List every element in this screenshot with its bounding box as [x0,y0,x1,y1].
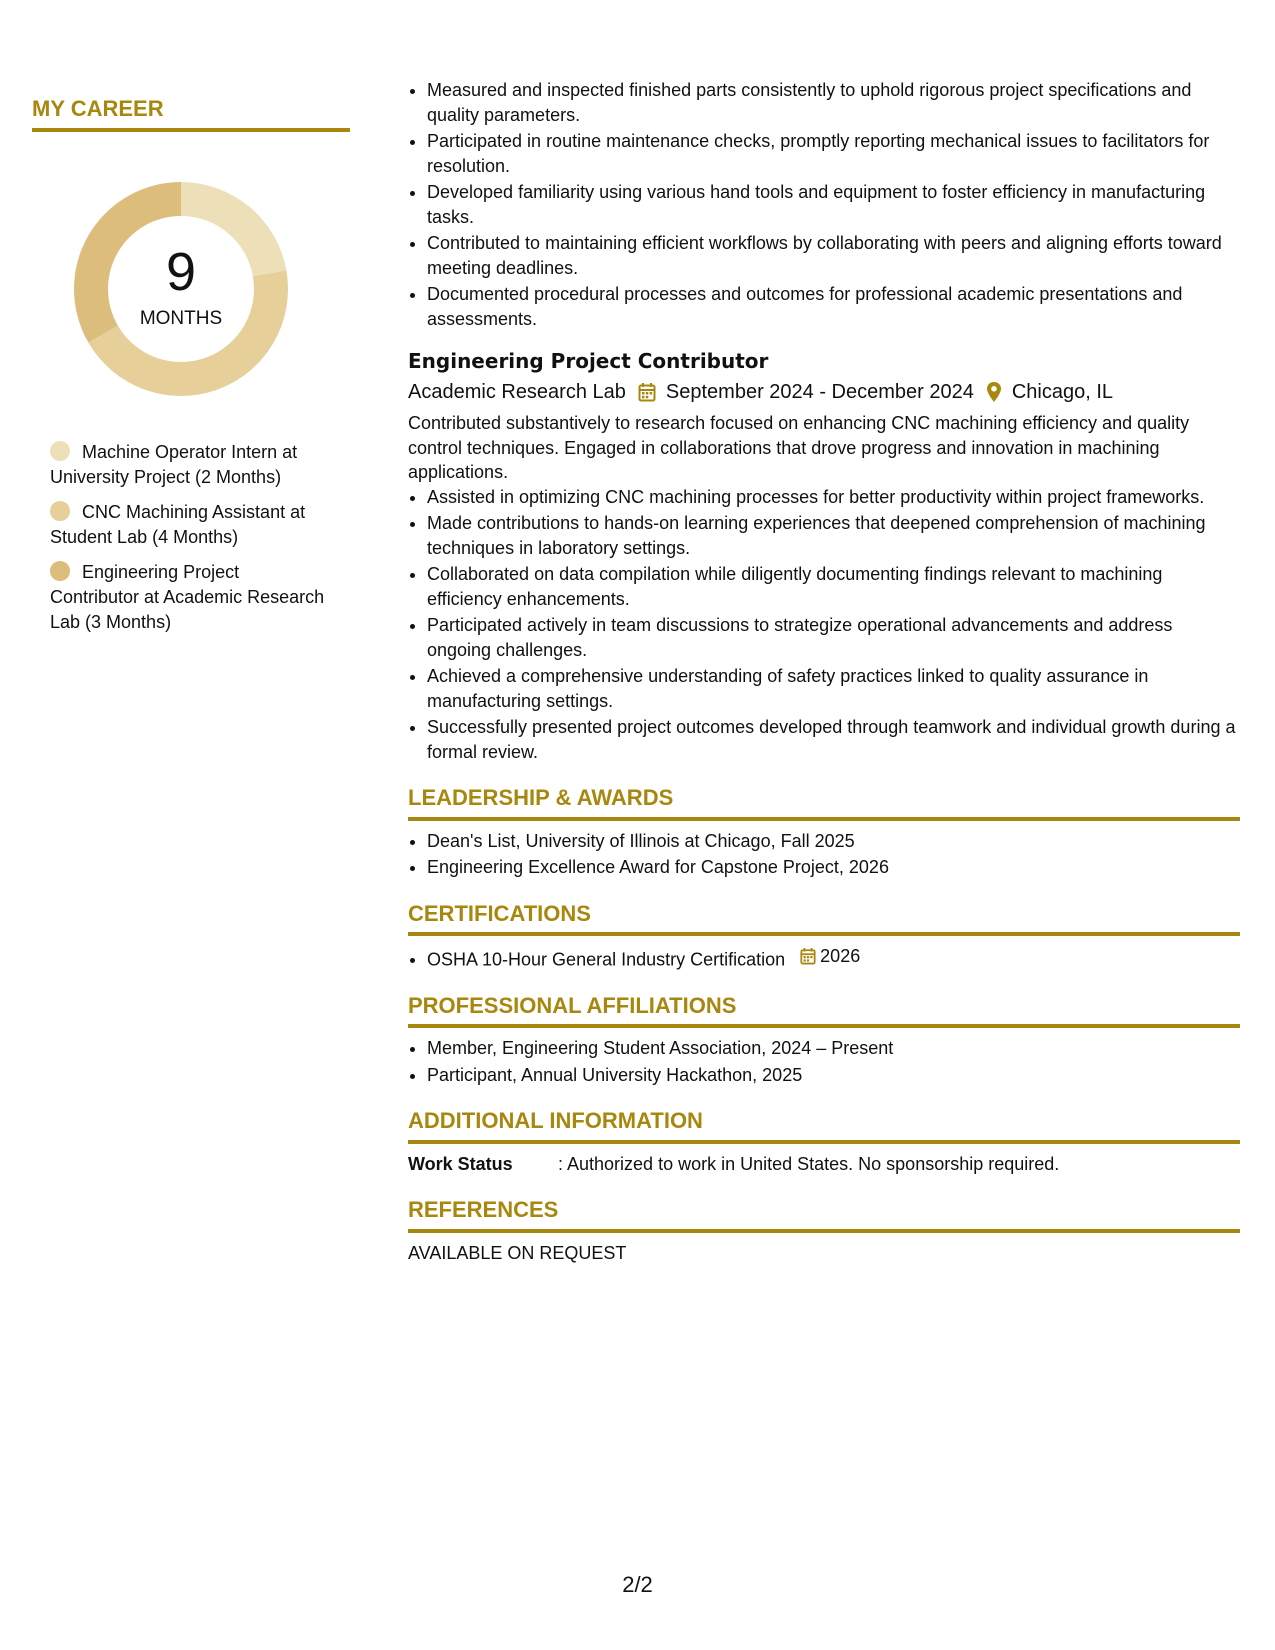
affiliations-title: PROFESSIONAL AFFILIATIONS [408,994,1240,1029]
work-status-value: : Authorized to work in United States. No sponsorship required. [558,1153,1060,1174]
legend-dot [50,441,70,461]
previous-job-bullets [408,78,1240,331]
bullet-item: • Achieved a comprehensive understanding of safety practices linked to quality assurance in manufacturing settings. [427,664,1240,713]
legend-dot [50,561,70,581]
bullet-item: • Assisted in optimizing CNC machining processes for better productivity within project frameworks. [427,485,1240,510]
certification-date: 2026 [820,946,861,966]
career-legend [32,440,352,635]
certification-name: OSHA 10-Hour General Industry Certification [427,949,786,970]
career-sidebar [32,96,352,645]
certifications-title: CERTIFICATIONS [408,902,1240,937]
certifications-section [408,902,1240,972]
bullet-item: • Made contributions to hands-on learning experiences that deepened comprehension of machining techniques in laboratory settings. [427,511,1240,560]
bullet-item: • Developed familiarity using various hand tools and equipment to foster efficiency in manufacturing tasks. [427,180,1240,229]
legend-item [50,500,330,550]
page-number: 2/2 [622,1572,653,1597]
references-text: AVAILABLE ON REQUEST [408,1242,627,1263]
job-location: Chicago, IL [1011,381,1114,403]
calendar-icon [638,382,656,402]
bullet-item: • Participated in routine maintenance checks, promptly reporting mechanical issues to facilitators for resolution. [427,129,1240,178]
bullet-item: • Collaborated on data compilation while diligently documenting findings relevant to machining efficiency enhancements. [427,562,1240,611]
total-months-number: 9 [165,242,197,302]
career-section-title: MY CAREER [32,96,350,132]
certification-item [427,944,1240,972]
job-meta [408,377,1240,407]
legend-item [50,440,330,490]
calendar-icon [800,947,816,965]
work-status-label: Work Status [408,1153,513,1174]
award-item: • Dean's List, University of Illinois at Chicago, Fall 2025 [427,829,1240,854]
main-column [408,78,1240,1265]
references-title: REFERENCES [408,1198,1240,1233]
job-title: Engineering Project Contributor [408,349,769,373]
award-item: • Engineering Excellence Award for Capstone Project, 2026 [427,855,1240,880]
legend-label: Machine Operator Intern at University Project (2 Months) [50,442,298,487]
bullet-item: • Participated actively in team discussions to strategize operational advancements and address ongoing challenges. [427,613,1240,662]
bullet-item: • Measured and inspected finished parts consistently to uphold rigorous project specifications and quality parameters. [427,78,1240,127]
legend-label: CNC Machining Assistant at Student Lab (4 Months) [50,502,306,547]
total-months-unit: MONTHS [139,308,223,329]
additional-info-section [408,1109,1240,1176]
affiliation-item: • Participant, Annual University Hackathon, 2025 [427,1063,1240,1088]
references-section [408,1198,1240,1265]
affiliations-section [408,994,1240,1088]
job-bullets [408,485,1240,765]
work-status-row [408,1152,1240,1177]
career-donut-chart [66,174,296,404]
bullet-item: • Contributed to maintaining efficient workflows by collaborating with peers and aligning efforts toward meeting deadlines. [427,231,1240,280]
job-description: Contributed substantively to research focused on enhancing CNC machining efficiency and quality control techniques. Engaged in collaborations that drove progress and innovation in machining applications. [408,413,1190,482]
affiliation-item: • Member, Engineering Student Association, 2024 – Present [427,1036,1240,1061]
location-pin-icon [986,381,1002,403]
bullet-item: • Successfully presented project outcomes developed through teamwork and individual growth during a formal review. [427,715,1240,764]
legend-item [50,560,330,635]
additional-info-title: ADDITIONAL INFORMATION [408,1109,1240,1144]
legend-label: Engineering Project Contributor at Academic Research Lab (3 Months) [50,562,325,632]
job-dates: September 2024 - December 2024 [665,381,974,403]
leadership-section [408,786,1240,880]
leadership-title: LEADERSHIP & AWARDS [408,786,1240,821]
bullet-item: • Documented procedural processes and outcomes for professional academic presentations and assessments. [427,282,1240,331]
job-company: Academic Research Lab [408,381,626,403]
legend-dot [50,501,70,521]
